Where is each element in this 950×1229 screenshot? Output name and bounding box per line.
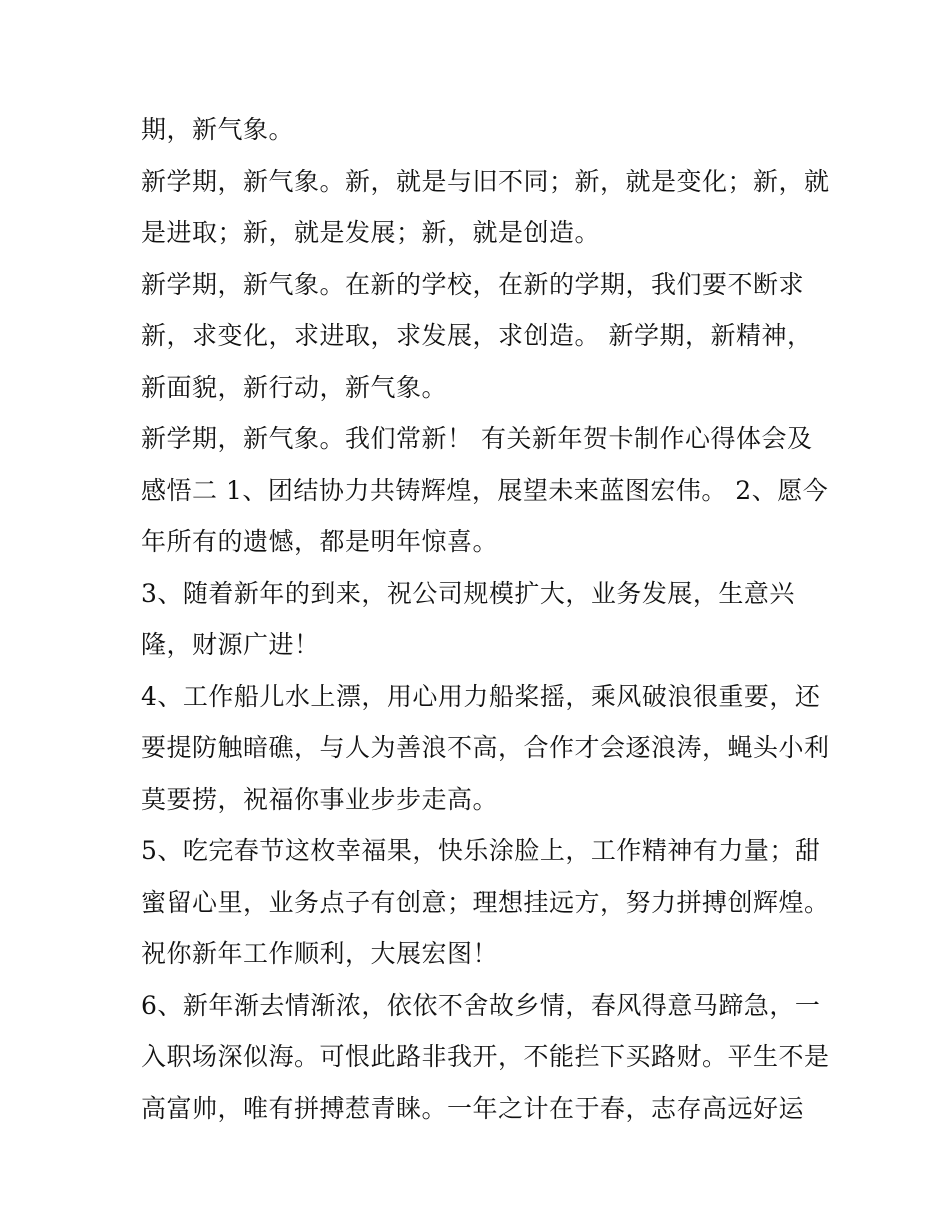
document-body (141, 104, 830, 1134)
text-line: 高富帅，唯有拼搏惹青睐。一年之计在于春，志存高远好运 (141, 1093, 805, 1123)
text-line: 年所有的遗憾，都是明年惊喜。 (141, 527, 499, 556)
text-line: 4、工作船儿水上漂，用心用力船桨摇，乘风破浪很重要，还 (141, 681, 821, 711)
text-line: 新面貌，新行动，新气象。 (141, 372, 448, 402)
text-line: 3、随着新年的到来，祝公司规模扩大，业务发展，生意兴 (141, 578, 795, 608)
text-line: 蜜留心里，业务点子有创意；理想挂远方，努力拼搏创辉煌。 (141, 887, 830, 917)
text-line: 新学期，新气象。我们常新！ 有关新年贺卡制作心得体会及 (141, 424, 813, 453)
text-line: 5、吃完春节这枚幸福果，快乐涂脸上，工作精神有力量；甜 (141, 836, 821, 865)
text-line: 要提防触暗礁，与人为善浪不高，合作才会逐浪涛，蝇头小利 (141, 733, 830, 762)
text-line: 新学期，新气象。新，就是与旧不同；新，就是变化；新，就 (141, 166, 830, 196)
text-line: 隆，财源广进！ (141, 630, 320, 659)
text-line: 期，新气象。 (141, 115, 295, 144)
text-line: 是进取；新，就是发展；新，就是创造。 (141, 218, 601, 247)
text-line: 感悟二 1、团结协力共铸辉煌，展望未来蓝图宏伟。 2、愿今 (141, 475, 829, 505)
text-line: 新学期，新气象。在新的学校，在新的学期，我们要不断求 (141, 269, 805, 299)
text-line: 新，求变化，求进取，求发展，求创造。 新学期，新精神， (141, 321, 813, 350)
text-line: 莫要捞，祝福你事业步步走高。 (141, 784, 499, 814)
text-line: 6、新年渐去情渐浓，依依不舍故乡情，春风得意马蹄急，一 (141, 990, 821, 1020)
text-line: 祝你新年工作顺利，大展宏图！ (141, 939, 499, 968)
text-line: 入职场深似海。可恨此路非我开，不能拦下买路财。平生不是 (141, 1042, 830, 1071)
